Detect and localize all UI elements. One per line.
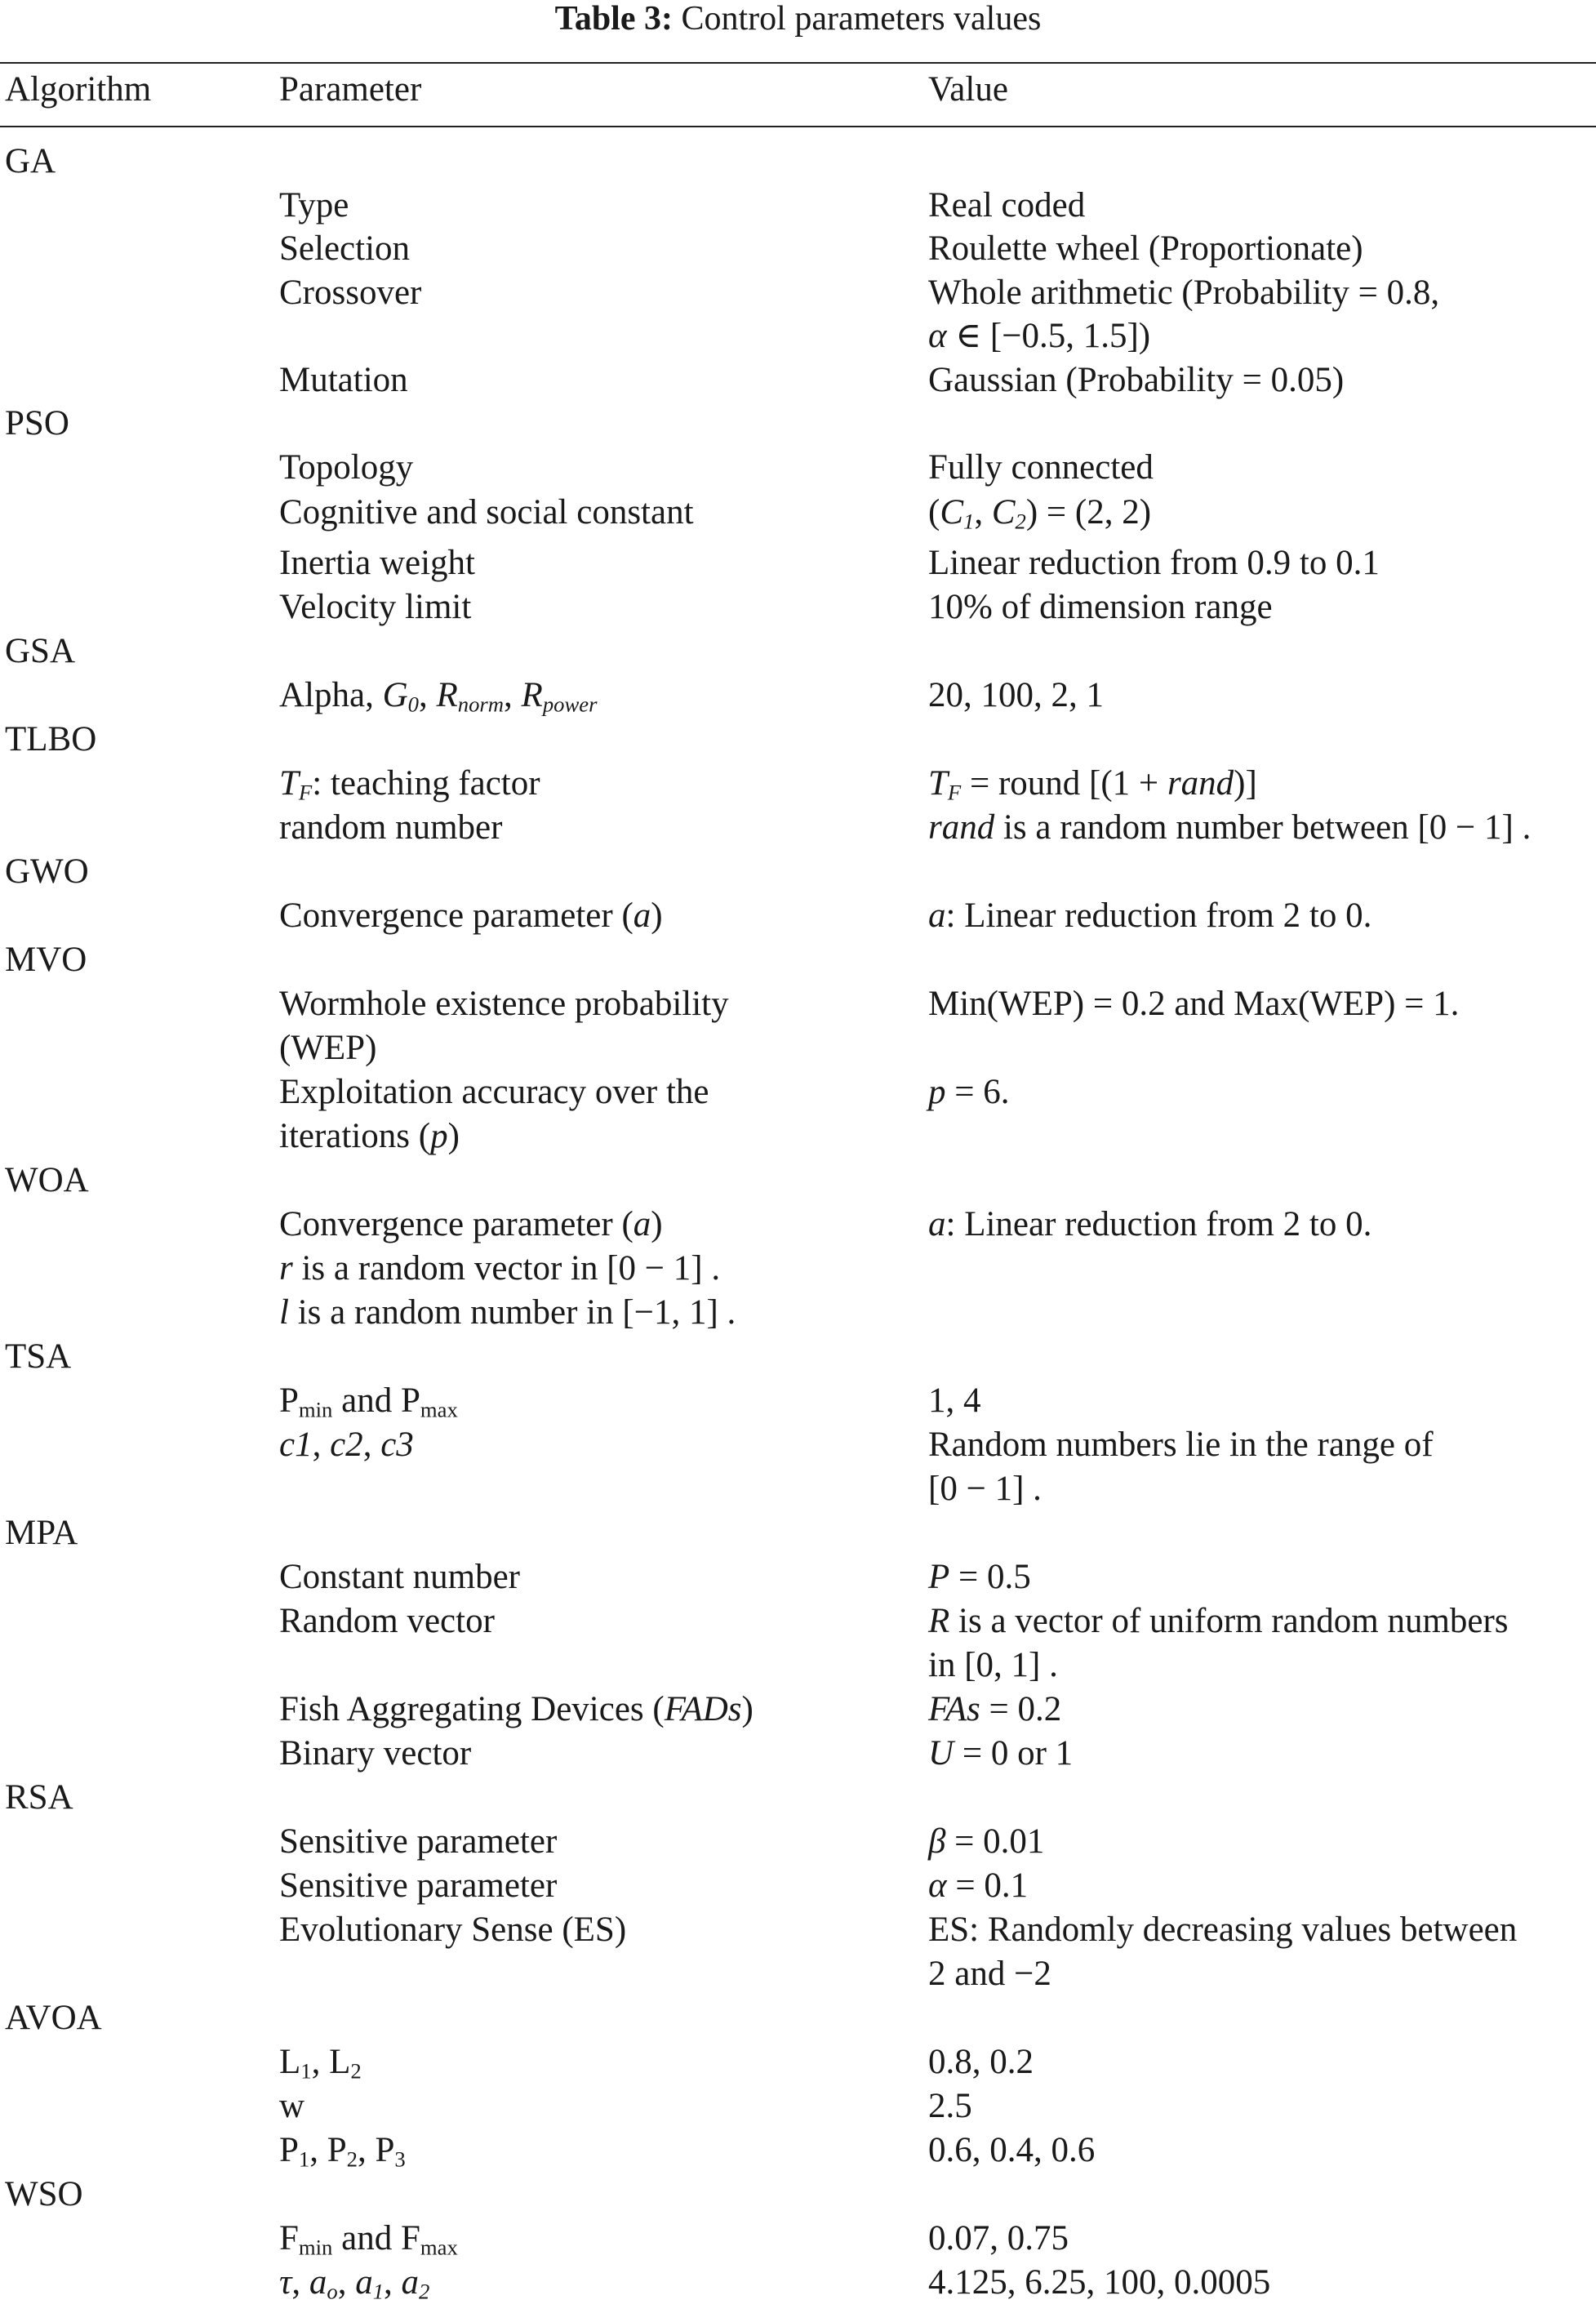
parameter-cell: τ, $a_o$, $a_1$, $a_2$	[279, 2263, 430, 2304]
value-cell: Real coded	[928, 186, 1086, 225]
table-row	[0, 1511, 1596, 1555]
table-row	[0, 1688, 1596, 1732]
value-cell: 1, 4	[928, 1381, 981, 1420]
algorithm-cell: TLBO	[5, 720, 97, 758]
algorithm-cell: MVO	[5, 941, 87, 979]
table-row	[0, 1644, 1596, 1688]
parameter-cell: Type	[279, 186, 349, 225]
parameter-cell: Velocity limit	[279, 588, 472, 626]
table-row	[0, 1203, 1596, 1247]
algorithm-cell: AVOA	[5, 1999, 102, 2037]
parameter-cell: Mutation	[279, 361, 408, 399]
table-row	[0, 850, 1596, 894]
value-cell: Fully connected	[928, 448, 1154, 487]
table-row	[0, 2128, 1596, 2173]
algorithm-cell: TSA	[5, 1337, 72, 1376]
parameter-cell: l is a random number in [−1, 1] .	[279, 1293, 736, 1332]
value-cell: Linear reduction from 0.9 to 0.1	[928, 544, 1380, 582]
value-cell: 0.6, 0.4, 0.6	[928, 2131, 1096, 2169]
table-row	[0, 982, 1596, 1026]
header-parameter: Parameter	[279, 70, 422, 109]
top-rule	[0, 62, 1596, 64]
table-row	[0, 1335, 1596, 1379]
table-row	[0, 140, 1596, 184]
table-row	[0, 314, 1596, 358]
parameter-cell: (WEP)	[279, 1029, 377, 1067]
parameter-cell: r is a random vector in [0 − 1] .	[279, 1249, 721, 1288]
value-cell: 4.125, 6.25, 100, 0.0005	[928, 2263, 1271, 2302]
value-cell: 0.8, 0.2	[928, 2043, 1034, 2081]
algorithm-cell: GA	[5, 142, 56, 180]
algorithm-cell: RSA	[5, 1778, 73, 1817]
algorithm-cell: WSO	[5, 2175, 83, 2213]
parameter-cell: $P_1$, $P_2$, $P_3$	[279, 2131, 406, 2172]
caption-label: Table 3:	[554, 0, 673, 38]
table-row	[0, 1467, 1596, 1511]
value-cell: ES: Randomly decreasing values between	[928, 1911, 1518, 1949]
table-row	[0, 1555, 1596, 1599]
table-row	[0, 2040, 1596, 2084]
table-row	[0, 629, 1596, 674]
parameter-cell: Binary vector	[279, 1734, 472, 1773]
table-row	[0, 402, 1596, 446]
table-row	[0, 718, 1596, 762]
table-row	[0, 1732, 1596, 1776]
header-algorithm: Algorithm	[5, 70, 152, 109]
parameter-cell: Sensitive parameter	[279, 1822, 558, 1861]
value-cell: U = 0 or 1	[928, 1734, 1074, 1773]
table-row	[0, 227, 1596, 271]
table-row	[0, 2261, 1596, 2305]
parameter-cell: Cognitive and social constant	[279, 493, 694, 532]
table-row	[0, 1864, 1596, 1908]
parameter-cell: Convergence parameter (a)	[279, 896, 663, 935]
table-row	[0, 2217, 1596, 2261]
parameter-cell: Random vector	[279, 1602, 495, 1640]
parameter-cell: Wormhole existence probability	[279, 985, 729, 1023]
table-row	[0, 1159, 1596, 1203]
value-cell: [0 − 1] .	[928, 1470, 1042, 1508]
parameter-cell: $F_{min}$ and $F_{max}$	[279, 2219, 458, 2260]
table-row	[0, 1423, 1596, 1467]
header-value: Value	[928, 70, 1008, 109]
table-row	[0, 1776, 1596, 1820]
table-row	[0, 1820, 1596, 1864]
table-row	[0, 762, 1596, 806]
parameter-cell: c1, c2, c3	[279, 1426, 414, 1464]
table-row	[0, 1247, 1596, 1291]
value-cell: FAs = 0.2	[928, 1690, 1062, 1728]
value-cell: a: Linear reduction from 2 to 0.	[928, 1205, 1372, 1243]
parameter-cell: $P_{min}$ and $P_{max}$	[279, 1381, 458, 1422]
table-row	[0, 541, 1596, 585]
header-rule	[0, 126, 1596, 127]
value-cell: α ∈ [−0.5, 1.5])	[928, 317, 1151, 355]
table-row	[0, 894, 1596, 938]
table-row	[0, 585, 1596, 629]
value-cell: a: Linear reduction from 2 to 0.	[928, 896, 1372, 935]
value-cell: in [0, 1] .	[928, 1646, 1058, 1684]
parameter-cell: Convergence parameter (a)	[279, 1205, 663, 1243]
value-cell: ($C_1$, $C_2) = (2$, 2)	[928, 493, 1152, 534]
parameter-cell: Exploitation accuracy over the	[279, 1073, 709, 1111]
parameter-cell: Evolutionary Sense (ES)	[279, 1911, 627, 1949]
table-row	[0, 2173, 1596, 2217]
algorithm-cell: MPA	[5, 1514, 78, 1552]
value-cell: rand is a random number between [0 − 1] .	[928, 808, 1532, 847]
parameter-cell: Inertia weight	[279, 544, 475, 582]
value-cell: Min(WEP) = 0.2 and Max(WEP) = 1.	[928, 985, 1460, 1023]
value-cell: 2 and −2	[928, 1955, 1051, 1993]
table-row	[0, 1908, 1596, 1952]
value-cell: β = 0.01	[928, 1822, 1045, 1861]
parameter-cell: random number	[279, 808, 503, 847]
table-row	[0, 2084, 1596, 2128]
table-row	[0, 1114, 1596, 1159]
table-row	[0, 358, 1596, 403]
table-row	[0, 938, 1596, 982]
algorithm-cell: WOA	[5, 1161, 89, 1199]
table-row	[0, 446, 1596, 490]
parameter-cell: Topology	[279, 448, 414, 487]
value-cell: 10% of dimension range	[928, 588, 1273, 626]
value-cell: Roulette wheel (Proportionate)	[928, 229, 1363, 268]
value-cell: Gaussian (Probability = 0.05)	[928, 361, 1345, 399]
value-cell: 20, 100, 2, 1	[928, 676, 1104, 714]
table-row	[0, 271, 1596, 315]
value-cell: 0.07, 0.75	[928, 2219, 1069, 2258]
parameter-cell: Fish Aggregating Devices (FADs)	[279, 1690, 754, 1728]
algorithm-cell: GSA	[5, 632, 76, 670]
table-row	[0, 1996, 1596, 2040]
value-cell: $T_F$ = round [(1 + rand)]	[928, 764, 1257, 805]
table-row	[0, 1599, 1596, 1644]
parameter-cell: w	[279, 2087, 305, 2125]
value-cell: p = 6.	[928, 1073, 1010, 1111]
value-cell: R is a vector of uniform random numbers	[928, 1602, 1509, 1640]
parameter-cell: Selection	[279, 229, 411, 268]
algorithm-cell: PSO	[5, 404, 69, 443]
parameter-cell: iterations (p)	[279, 1117, 460, 1155]
table-row	[0, 184, 1596, 228]
table-row	[0, 1070, 1596, 1114]
table-row	[0, 806, 1596, 850]
parameter-cell: $T_F$: teaching factor	[279, 764, 540, 805]
parameter-cell: Sensitive parameter	[279, 1866, 558, 1905]
value-cell: Whole arithmetic (Probability = 0.8,	[928, 274, 1440, 312]
value-cell: P = 0.5	[928, 1558, 1031, 1596]
parameter-cell: $L_1$, $L_2$	[279, 2043, 362, 2084]
table-row	[0, 1379, 1596, 1423]
value-cell: α = 0.1	[928, 1866, 1029, 1905]
table-row	[0, 1026, 1596, 1070]
table-row	[0, 674, 1596, 718]
table-row	[0, 491, 1596, 535]
table-row	[0, 1291, 1596, 1335]
parameter-cell: Constant number	[279, 1558, 520, 1596]
caption-text: Control parameters values	[681, 0, 1042, 38]
parameter-cell: Crossover	[279, 274, 422, 312]
table-row	[0, 1952, 1596, 1996]
algorithm-cell: GWO	[5, 852, 89, 891]
value-cell: Random numbers lie in the range of	[928, 1426, 1434, 1464]
value-cell: 2.5	[928, 2087, 972, 2125]
parameter-cell: Alpha, $G_0$, $R_{norm}$, $R_{power}$	[279, 676, 598, 717]
table-caption	[0, 0, 1596, 41]
